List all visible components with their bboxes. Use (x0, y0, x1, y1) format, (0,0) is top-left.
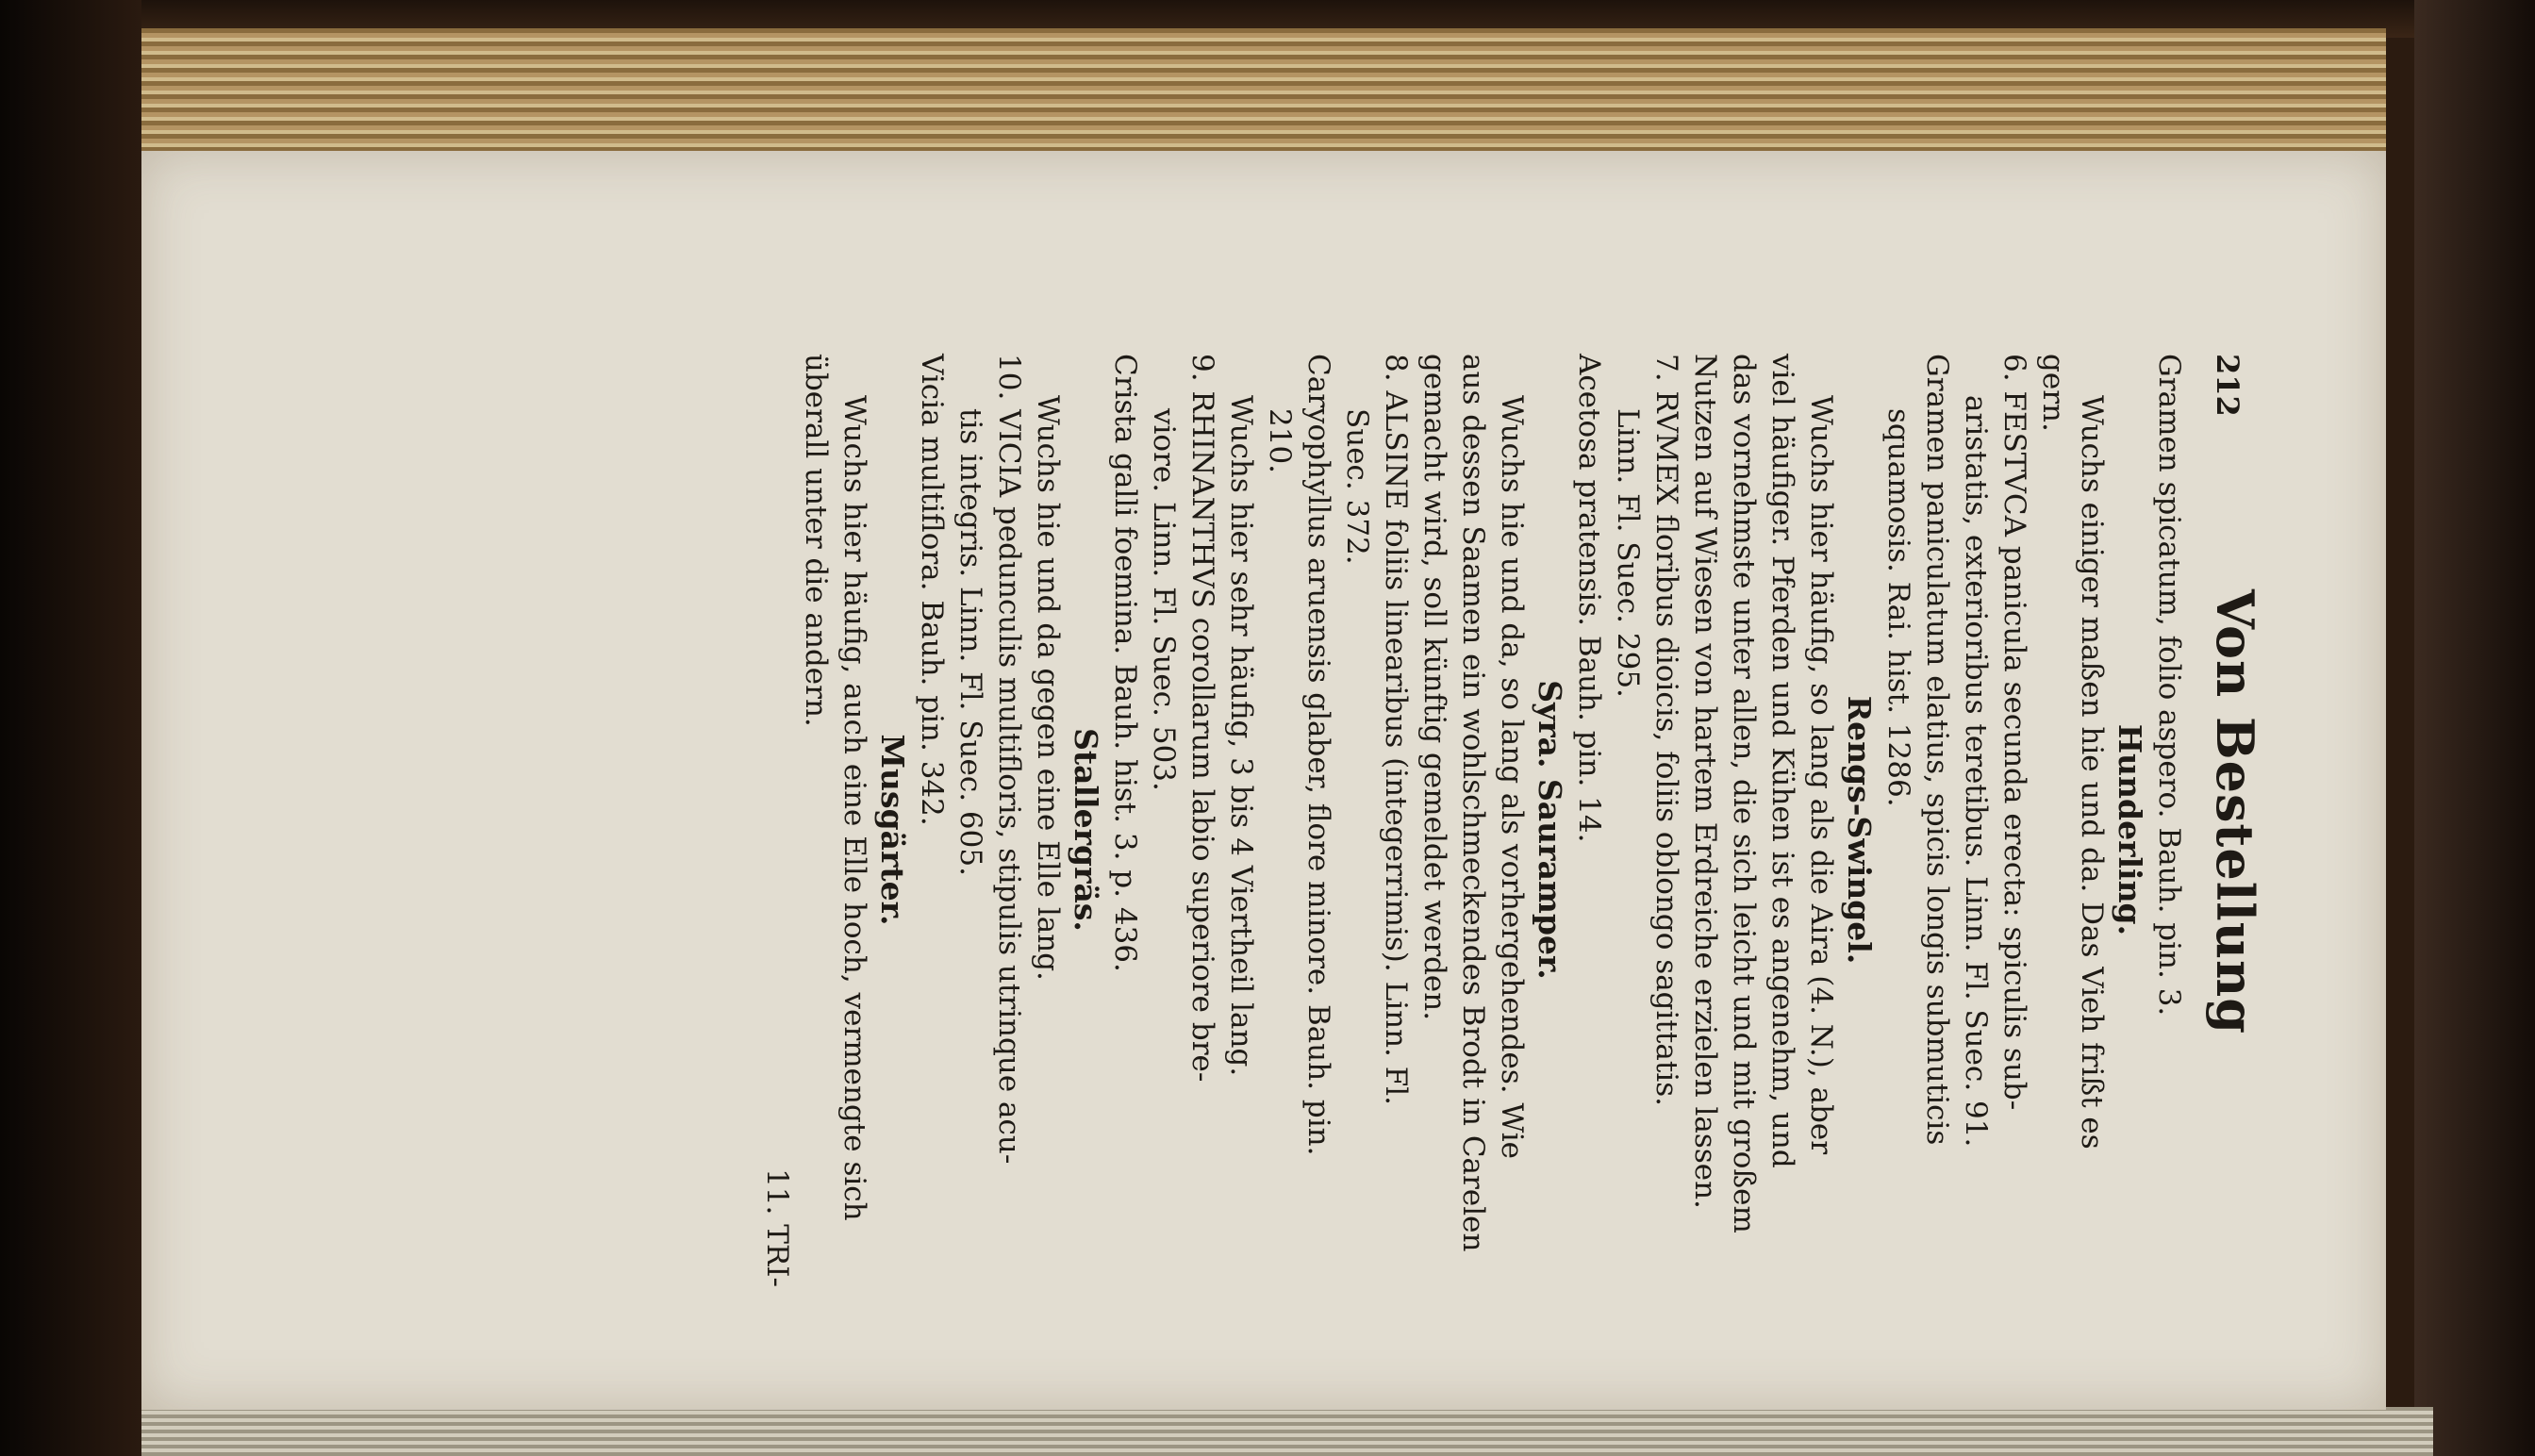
text-line: Acetosa pratensis. Bauh. pin. 14. (1572, 354, 1606, 843)
text-line: 9. RHINANTHVS corollarum labio superiore bre- (1185, 354, 1219, 1083)
page-header (2188, 354, 2265, 1306)
catchword: 11. TRI- (760, 1168, 794, 1287)
page-number: 212 (2210, 354, 2245, 417)
background-left (0, 0, 141, 1456)
vernacular-name: Stallergräs. (1068, 728, 1104, 932)
text-line: überall unter die andern. (799, 354, 833, 727)
text-line: Wuchs hier häufig, auch eine Elle hoch, vermengte sich (837, 395, 871, 1221)
text-line: tis integris. Linn. Fl. Suec. 605. (953, 408, 987, 876)
book-bottom-edge (141, 1407, 2433, 1456)
text-line: gern. (2036, 354, 2070, 432)
text-line: Wuchs hie und da, so lang als vorhergehendes. Wie (1495, 395, 1529, 1160)
vernacular-name: Musgärter. (874, 734, 911, 926)
text-line: Caryophyllus aruensis glaber, flore minore. Bauh. pin. (1301, 354, 1335, 1156)
text-line: Wuchs hier häufig, so lang als die Aira (4. N.), aber (1804, 395, 1838, 1155)
text-line: Gramen spicatum, folio aspero. Bauh. pin. 3. (2152, 354, 2186, 1017)
text-line: 6. FESTVCA panicula secunda erecta: spiculis sub- (1997, 354, 2031, 1111)
book-page (141, 151, 2386, 1410)
text-line: 210. (1263, 408, 1297, 474)
book-page-edges (141, 28, 2386, 158)
running-title: Von Bestellung (2205, 589, 2265, 1035)
text-line: 10. VICIA pedunculis multifloris, stipulis utrinque acu- (992, 354, 1026, 1165)
text-line: das vornehmste unter allen, die sich leicht und mit großem (1727, 354, 1761, 1233)
text-line: 7. RVMEX floribus dioicis, foliis oblongo sagittatis. (1649, 354, 1683, 1106)
text-line: viore. Linn. Fl. Suec. 503. (1147, 408, 1181, 791)
vernacular-name: Syra. Sauramper. (1532, 680, 1568, 980)
background-right (2414, 0, 2535, 1456)
vernacular-name: Rengs-Swingel. (1841, 695, 1878, 965)
text-line: Nutzen auf Wiesen von hartem Erdreiche erzielen lassen. (1688, 354, 1722, 1209)
text-line: Vicia multiflora. Bauh. pin. 342. (915, 354, 949, 826)
text-line: aristatis, exterioribus teretibus. Linn. Fl. Suec. 91. (1959, 395, 1993, 1148)
text-line: viel häufiger. Pferden und Kühen ist es angenehm, und (1765, 354, 1799, 1168)
rotated-page-content (141, 151, 2386, 1410)
text-line: Wuchs hie und da gegen eine Elle lang. (1031, 395, 1065, 981)
text-line: gemacht wird, soll künftig gemeldet werden. (1417, 354, 1451, 1021)
page-text (757, 354, 2265, 1306)
vernacular-name: Hunderling. (2112, 723, 2148, 936)
text-line: Wuchs einiger maßen hie und da. Das Vieh frißt es (2075, 395, 2109, 1150)
text-line: Linn. Fl. Suec. 295. (1611, 408, 1645, 698)
text-line: Wuchs hier sehr häufig, 3 bis 4 Viertheil lang. (1224, 395, 1258, 1077)
text-line: Crista galli foemina. Bauh. hist. 3. p. 436. (1108, 354, 1142, 972)
text-line: Suec. 372. (1340, 408, 1374, 565)
text-line: aus dessen Saamen ein wohlschmeckendes Brodt in Carelen (1456, 354, 1490, 1252)
text-line: Gramen paniculatum elatius, spicis longis submuticis (1920, 354, 1954, 1146)
text-line: 8. ALSINE foliis linearibus (integerrimis). Linn. Fl. (1379, 354, 1413, 1106)
text-line: squamosis. Rai. hist. 1286. (1881, 408, 1915, 807)
